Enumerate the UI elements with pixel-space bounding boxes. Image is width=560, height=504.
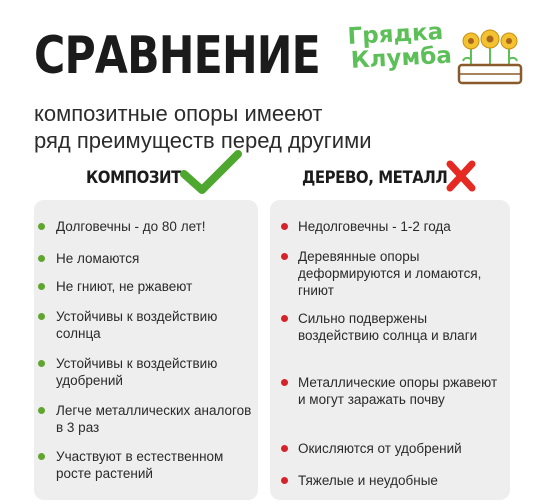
- list-item: Легче металлических аналогов в 3 раз: [56, 402, 252, 436]
- bullet-dot: [38, 360, 45, 367]
- logo-line-1: Грядка: [346, 18, 444, 50]
- composite-advantages-card: [34, 200, 258, 500]
- list-item: Долговечны - до 80 лет!: [56, 218, 252, 235]
- brand-logo: [346, 18, 532, 85]
- bullet-dot: [281, 315, 288, 322]
- list-item: Металлические опоры ржавеют и могут заражать почву: [298, 374, 506, 408]
- list-item: Недолговечны - 1-2 года: [298, 218, 506, 235]
- list-item: Устойчивы к воздействию солнца: [56, 308, 252, 342]
- bullet-dot: [38, 453, 45, 460]
- bullet-dot: [281, 253, 288, 260]
- bullet-dot: [281, 223, 288, 230]
- flower-box-icon: [455, 27, 527, 85]
- cross-icon: [446, 160, 476, 192]
- bullet-dot: [38, 313, 45, 320]
- list-item: Не гниют, не ржавеют: [56, 278, 252, 295]
- bullet-dot: [281, 477, 288, 484]
- list-item: Тяжелые и неудобные: [298, 472, 506, 489]
- logo-text: [347, 20, 452, 73]
- bullet-dot: [281, 379, 288, 386]
- logo-line-2: Клумба: [350, 42, 453, 74]
- list-item: Деревянные опоры деформируются и ломаются, гниют: [298, 248, 506, 299]
- list-item: Устойчивы к воздействию удобрений: [56, 355, 252, 389]
- page-title: СРАВНЕНИЕ: [34, 26, 320, 86]
- bullet-dot: [38, 283, 45, 290]
- heading-composite: КОМПОЗИТ: [86, 168, 181, 188]
- check-icon: [180, 150, 242, 194]
- heading-wood-metal: ДЕРЕВО, МЕТАЛЛ: [302, 168, 448, 188]
- wood-metal-drawbacks-card: [270, 200, 510, 500]
- list-item: Не ломаются: [56, 250, 252, 267]
- bullet-dot: [281, 445, 288, 452]
- bullet-dot: [38, 255, 45, 262]
- list-item: Сильно подвержены воздействию солнца и влаги: [298, 310, 506, 344]
- subtitle: [34, 100, 434, 154]
- bullet-dot: [38, 223, 45, 230]
- subtitle-line-1: композитные опоры имееют: [34, 101, 323, 126]
- list-item: Участвуют в естественном росте растений: [56, 448, 252, 482]
- subtitle-line-2: ряд преимуществ перед другими: [34, 128, 372, 153]
- bullet-dot: [38, 407, 45, 414]
- list-item: Окисляются от удобрений: [298, 440, 506, 457]
